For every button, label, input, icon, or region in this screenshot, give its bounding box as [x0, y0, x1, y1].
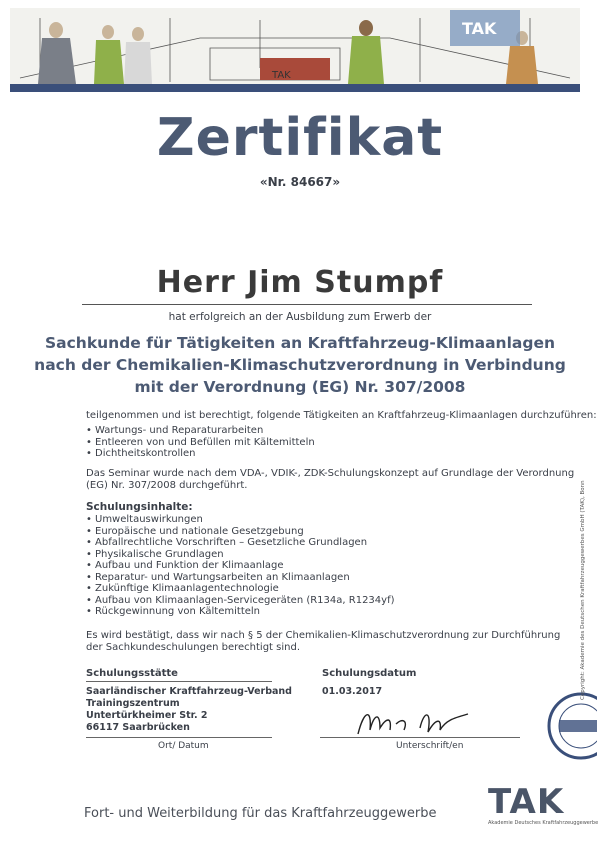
course-title-line1: Sachkunde für Tätigkeiten an Kraftfahrzeug-Klimaanlagen: [44, 334, 556, 352]
tak-logo-subtitle: Akademie Deutsches Kraftfahrzeuggewerbe: [488, 820, 599, 826]
topics-list: [86, 514, 395, 618]
confirmation-line2: der Sachkundeschulungen berechtigt sind.: [86, 642, 300, 653]
list-item: • Europäische und nationale Gesetzgebung: [86, 526, 395, 538]
header-illustration: [10, 8, 580, 92]
banner-bar: [10, 84, 580, 92]
list-item: • Wartungs- und Reparaturarbeiten: [86, 425, 315, 437]
training-date: 01.03.2017: [322, 686, 383, 697]
list-item: • Aufbau von Klimaanlagen-Servicegeräten (R134a, R1234yf): [86, 595, 395, 607]
seminar-text-line2: (EG) Nr. 307/2008 durchgeführt.: [86, 480, 248, 491]
course-title-line2: nach der Chemikalien-Klimaschutzverordnung in Verbindung: [34, 356, 566, 374]
seminar-text-line1: Das Seminar wurde nach dem VDA-, VDIK-, ZDK-Schulungskonzept auf Grundlage der Verordnung: [86, 468, 575, 479]
recipient-subline: hat erfolgreich an der Ausbildung zum Erwerb der: [168, 311, 432, 323]
recipient-name: Herr Jim Stumpf: [156, 265, 444, 300]
signature-label: Unterschrift/en: [396, 741, 464, 751]
venue-line4: 66117 Saarbrücken: [86, 722, 190, 733]
activity-list: [86, 425, 315, 460]
venue-line3: Untertürkheimer Str. 2: [86, 710, 208, 721]
signature: [350, 704, 490, 740]
certificate-number: «Nr. 84667»: [259, 175, 341, 189]
list-item: • Umweltauswirkungen: [86, 514, 395, 526]
venue-line1: Saarländischer Kraftfahrzeug-Verband: [86, 686, 292, 697]
confirmation-line1: Es wird bestätigt, dass wir nach § 5 der Chemikalien-Klimaschutzverordnung zur Durchführung: [86, 630, 561, 641]
car-shape: [260, 58, 330, 80]
list-item: • Aufbau und Funktion der Klimaanlage: [86, 560, 395, 572]
svg-text:TAK: TAK: [462, 19, 497, 38]
list-item: • Physikalische Grundlagen: [86, 549, 395, 561]
place-date-label: Ort/ Datum: [158, 741, 209, 751]
name-underline: [82, 304, 532, 305]
date-label: Schulungsdatum: [322, 668, 417, 679]
list-item: • Zukünftige Klimaanlagentechnologie: [86, 583, 395, 595]
list-item: • Reparatur- und Wartungsarbeiten an Klimaanlagen: [86, 572, 395, 584]
course-title-line3: mit der Verordnung (EG) Nr. 307/2008: [134, 378, 466, 396]
list-item: • Dichtheitskontrollen: [86, 448, 315, 460]
venue-label-rule: [86, 681, 272, 682]
certificate-title: Zertifikat: [156, 108, 444, 168]
list-item: • Rückgewinnung von Kältemitteln: [86, 606, 395, 618]
svg-text:TAK: TAK: [272, 70, 291, 81]
list-item: • Abfallrechtliche Vorschriften – Gesetzliche Grundlagen: [86, 537, 395, 549]
vertical-copyright: Copyright: Akademie des Deutschen Kraftfahrzeuggewerbes GmbH (TAK), Bonn: [580, 480, 586, 700]
topics-heading: Schulungsinhalte:: [86, 501, 193, 513]
place-date-line: [86, 737, 272, 738]
list-item: • Entleeren von und Befüllen mit Kältemitteln: [86, 437, 315, 449]
tak-logo: TAK: [488, 782, 565, 822]
footer-text: Fort- und Weiterbildung für das Kraftfahrzeuggewerbe: [84, 806, 437, 821]
stamp-seal: [545, 690, 597, 762]
venue-label: Schulungsstätte: [86, 668, 178, 679]
venue-line2: Trainingszentrum: [86, 698, 180, 709]
intro-text: teilgenommen und ist berechtigt, folgende Tätigkeiten an Kraftfahrzeug-Klimaanlagen durchzuführen:: [86, 410, 597, 421]
signature-line: [320, 737, 520, 738]
